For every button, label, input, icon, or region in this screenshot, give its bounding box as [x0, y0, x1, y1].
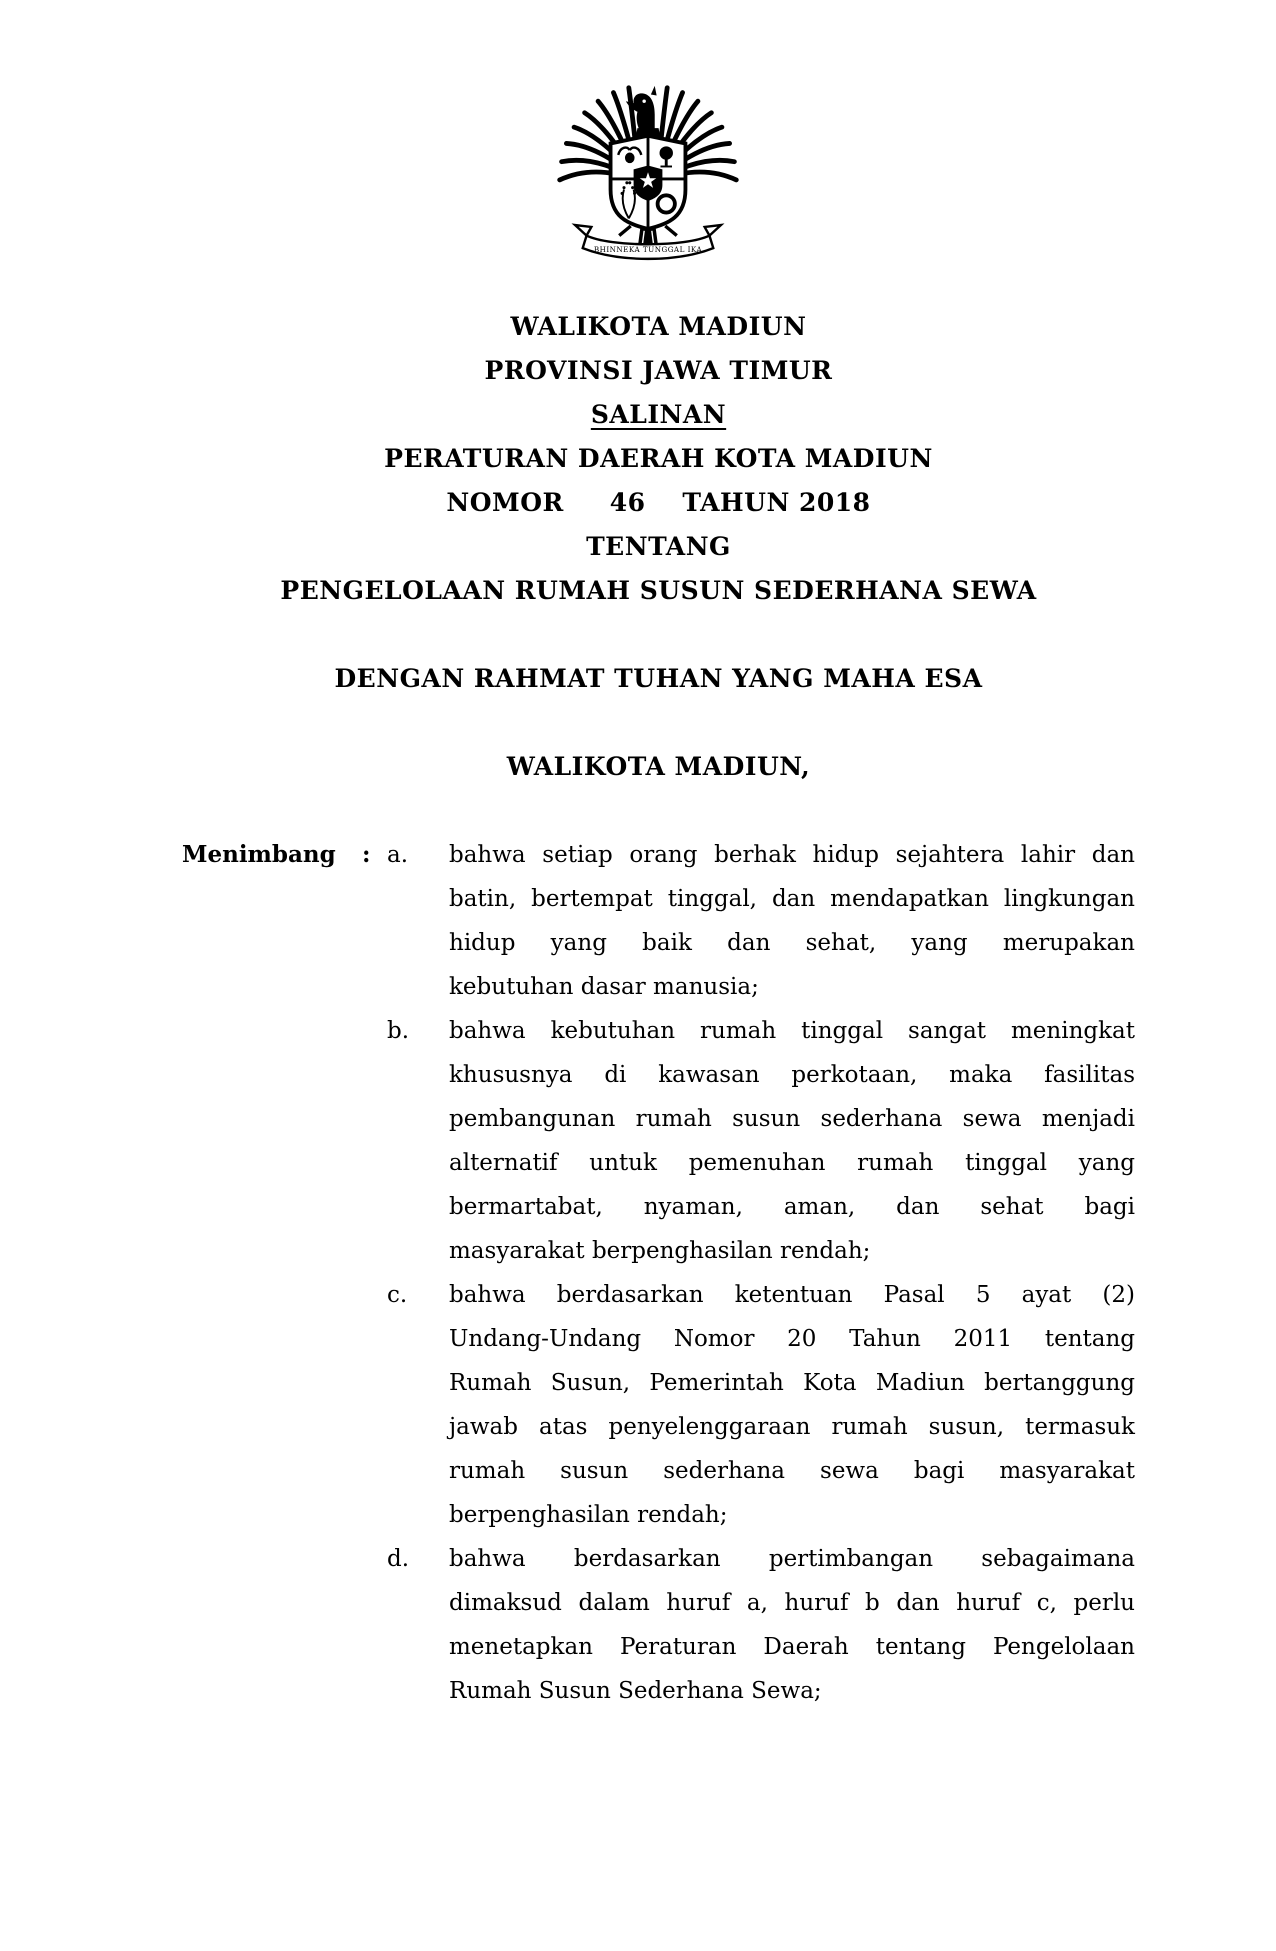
paragraph-line: bahwa berdasarkan ketentuan Pasal 5 ayat (2) [449, 1282, 1135, 1308]
menimbang-colon: : [362, 841, 371, 868]
paragraph-line: khususnya di kawasan perkotaan, maka fasilitas [449, 1062, 1135, 1088]
emblem-motto-text: BHINNEKA TUNGGAL IKA [593, 244, 703, 254]
authority-name: WALIKOTA MADIUN [510, 312, 807, 341]
issuer-line: WALIKOTA MADIUN, [506, 752, 811, 781]
paragraph-line: Rumah Susun, Pemerintah Kota Madiun bertanggung [449, 1370, 1135, 1396]
copy-label: SALINAN [590, 400, 727, 429]
menimbang-label: Menimbang [182, 841, 336, 868]
paragraph-line: jawab atas penyelenggaraan rumah susun, termasuk [449, 1414, 1135, 1440]
regulation-title: PERATURAN DAERAH KOTA MADIUN [384, 444, 933, 473]
paragraph-line: Undang-Undang Nomor 20 Tahun 2011 tentang [449, 1326, 1135, 1352]
garuda-pancasila-icon [552, 82, 744, 274]
paragraph-line: menetapkan Peraturan Daerah tentang Pengelolaan [449, 1634, 1135, 1660]
paragraph-line: rumah susun sederhana sewa bagi masyarakat [449, 1458, 1135, 1484]
paragraph-line: berpenghasilan rendah; [449, 1502, 728, 1528]
item-letter: d. [387, 1546, 410, 1572]
menimbang-item-b [182, 1009, 1135, 1273]
item-text [449, 833, 1135, 1009]
item-letter: a. [387, 842, 409, 868]
item-text [449, 1537, 1135, 1713]
menimbang-item-c [182, 1273, 1135, 1537]
paragraph-line: kebutuhan dasar manusia; [449, 974, 759, 1000]
menimbang-item-a [182, 833, 1135, 1009]
menimbang-item-d [182, 1537, 1135, 1713]
paragraph-line: bahwa kebutuhan rumah tinggal sangat meningkat [449, 1018, 1135, 1044]
paragraph-line: Rumah Susun Sederhana Sewa; [449, 1678, 822, 1704]
paragraph-line: bahwa berdasarkan pertimbangan sebagaimana [449, 1546, 1135, 1572]
invocation-line: DENGAN RAHMAT TUHAN YANG MAHA ESA [334, 664, 983, 693]
line-gap [182, 613, 1135, 657]
menimbang-section [182, 833, 1135, 1713]
paragraph-line: masyarakat berpenghasilan rendah; [449, 1238, 871, 1264]
paragraph-line: alternatif untuk pemenuhan rumah tinggal yang [449, 1150, 1135, 1176]
province-name: PROVINSI JAWA TIMUR [484, 356, 833, 385]
about-label: TENTANG [586, 532, 731, 561]
paragraph-line: bermartabat, nyaman, aman, dan sehat bagi [449, 1194, 1135, 1220]
item-text [449, 1273, 1135, 1537]
regulation-subject: PENGELOLAAN RUMAH SUSUN SEDERHANA SEWA [280, 576, 1037, 605]
document-header [182, 305, 1135, 789]
paragraph-line: hidup yang baik dan sehat, yang merupakan [449, 930, 1135, 956]
paragraph-line: pembangunan rumah susun sederhana sewa menjadi [449, 1106, 1135, 1132]
item-text [449, 1009, 1135, 1273]
item-letter: b. [387, 1018, 410, 1044]
paragraph-line: batin, bertempat tinggal, dan mendapatkan lingkungan [449, 886, 1135, 912]
line-gap [182, 701, 1135, 745]
paragraph-line: bahwa setiap orang berhak hidup sejahtera lahir dan [449, 842, 1135, 868]
paragraph-line: dimaksud dalam huruf a, huruf b dan huruf c, perlu [449, 1590, 1135, 1616]
regulation-number: NOMOR 46 TAHUN 2018 [446, 488, 871, 517]
item-letter: c. [387, 1282, 408, 1308]
